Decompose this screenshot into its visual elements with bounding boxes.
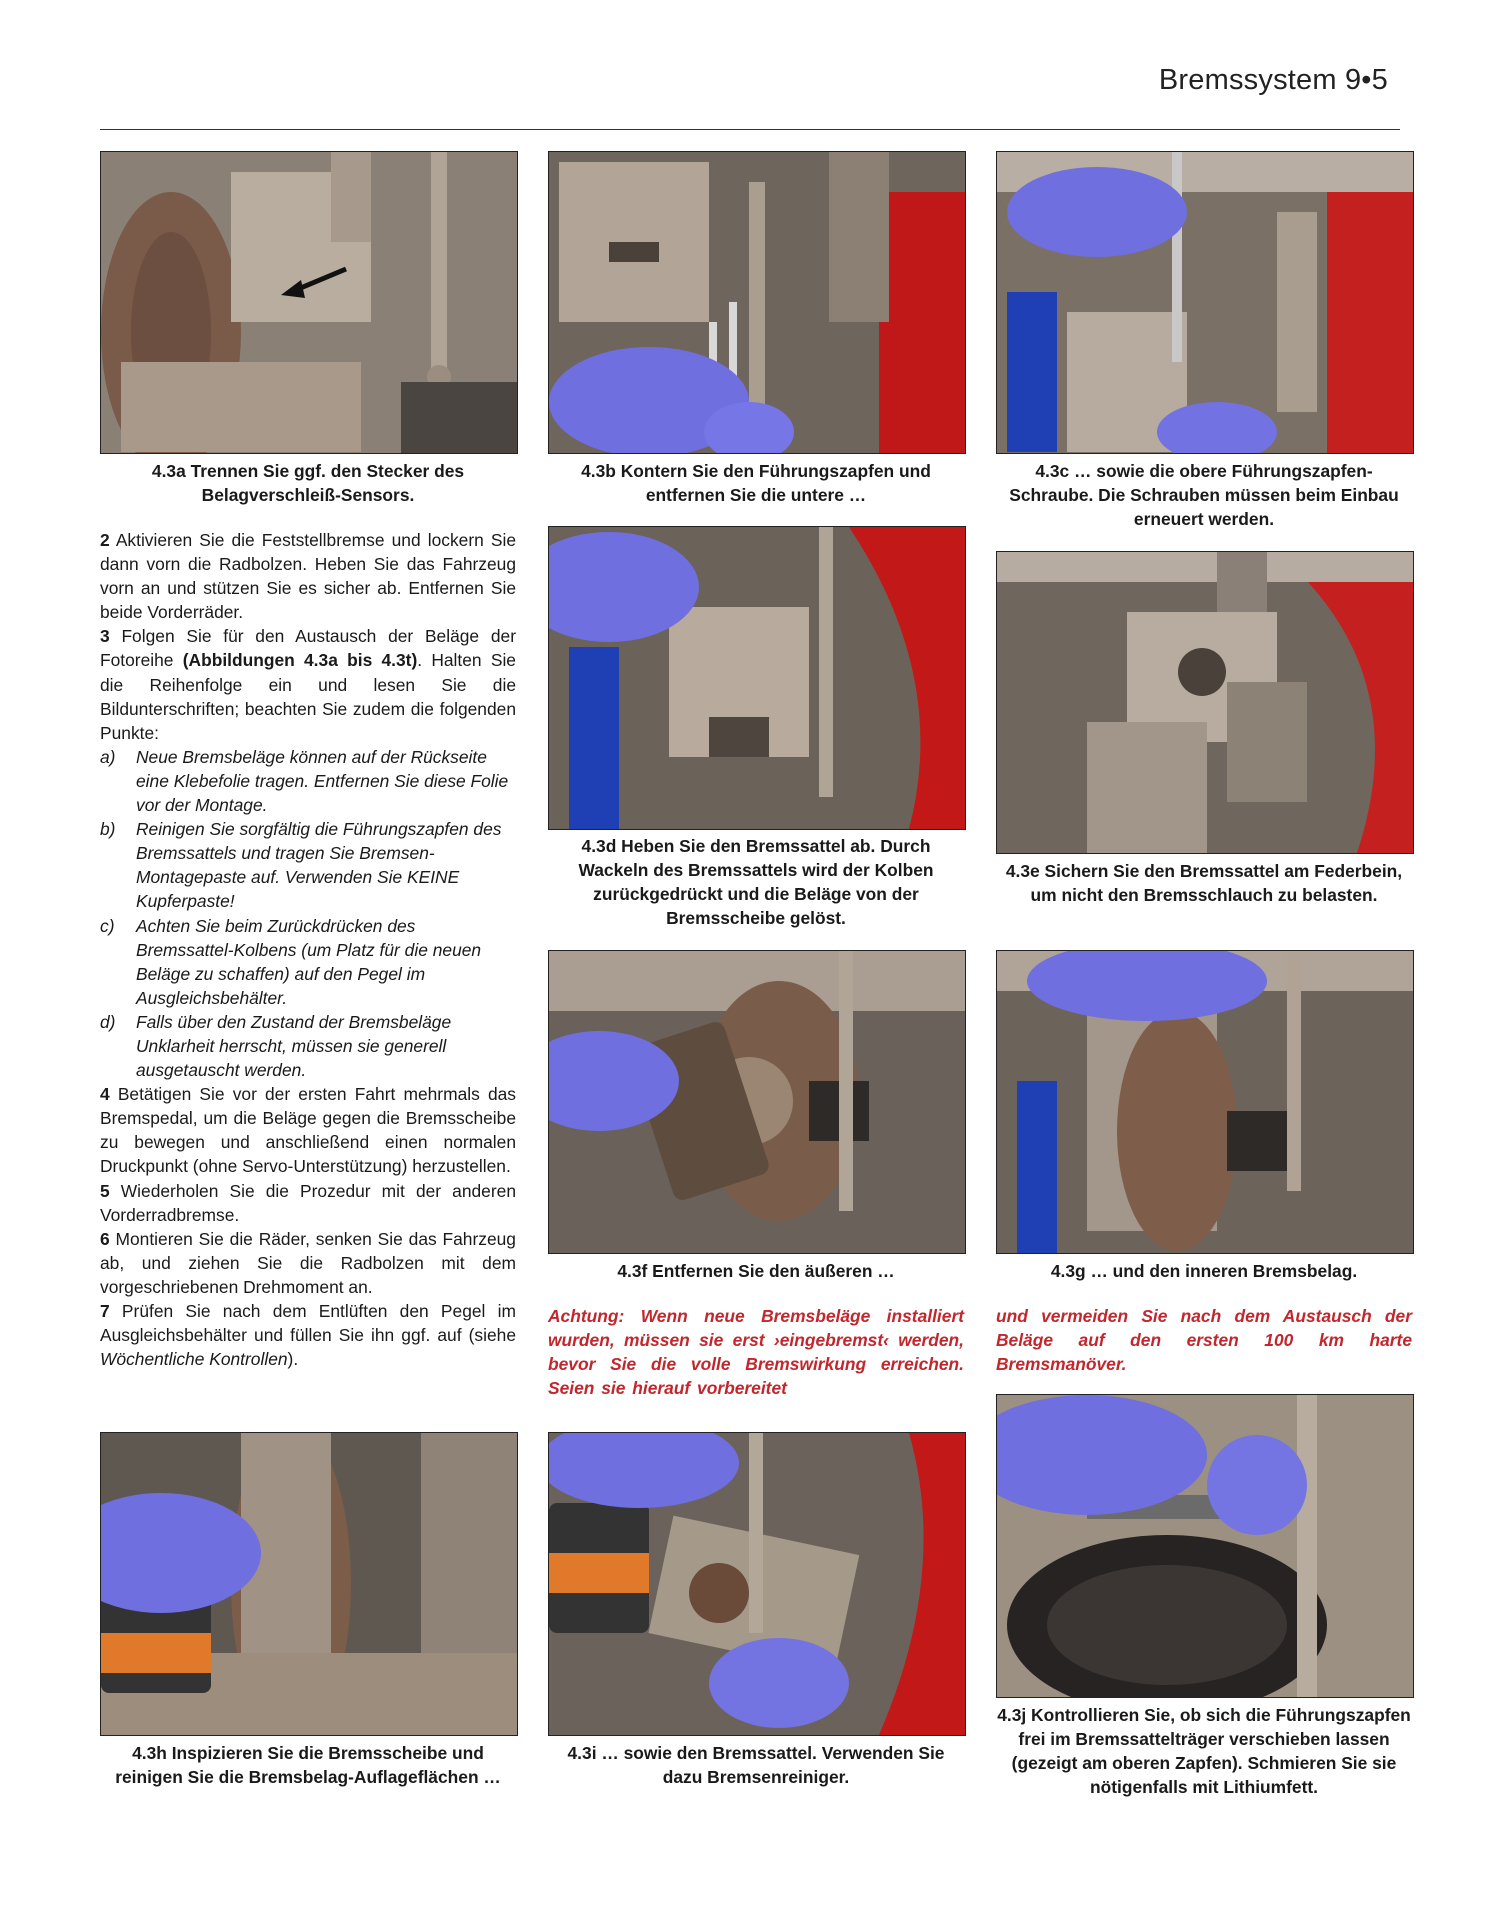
warning-text-right: und vermeiden Sie nach dem Austausch der Beläge auf den ersten 100 km harte Bremsmanöver.: [996, 1306, 1412, 1374]
paragraph-number: 2: [100, 530, 110, 550]
list-text: Achten Sie beim Zurückdrücken des Bremssattel-Kolbens (um Platz für die neuen Beläge zu schaffen) auf den Pegel im Ausgleichsbehälter.: [136, 915, 482, 1008]
caption-4-3i: 4.3i … sowie den Bremssattel. Verwenden Sie dazu Bremsenreiniger.: [567, 1743, 945, 1787]
caption-4-3c: 4.3c … sowie die obere Führungszapfen-Schraube. Die Schrauben müssen beim Einbau erneuert werden.: [1009, 461, 1399, 529]
list-text: Reinigen Sie sorgfältig die Führungszapfen des Bremssattels und tragen Sie Bremsen-Montagepaste auf. Verwenden Sie KEINE Kupferpaste!: [136, 819, 502, 912]
paragraph-4: [100, 1082, 516, 1178]
caption-4-3d: 4.3d Heben Sie den Bremssattel ab. Durch Wackeln des Bremssattels wird der Kolben zurückgedrückt und die Beläge von der Bremsscheibe gelöst.: [578, 836, 934, 928]
photo-4-3g: [996, 950, 1414, 1254]
caption-4-3h: 4.3h Inspizieren Sie die Bremsscheibe und reinigen Sie die Bremsbelag-Auflageflächen …: [115, 1743, 501, 1787]
photo-4-3d: [548, 526, 966, 830]
list-item-a: [100, 745, 516, 817]
paragraph-text: Betätigen Sie vor der ersten Fahrt mehrmals das Bremspedal, um die Beläge gegen die Bremsscheibe zu bewegen und anschließend einen normalen Druckpunkt (ohne Servo-Unterstützung) herzustellen.: [100, 1084, 516, 1177]
list-text: Neue Bremsbeläge können auf der Rückseite eine Klebefolie tragen. Entfernen Sie diese Folie vor der Montage.: [136, 746, 509, 816]
paragraph-6: [100, 1227, 516, 1299]
list-marker: a): [100, 746, 116, 767]
body-text-column: [100, 528, 516, 1371]
caption-4-3a: 4.3a Trennen Sie ggf. den Stecker des Belagverschleiß-Sensors.: [151, 461, 465, 505]
caption-4-3b: 4.3b Kontern Sie den Führungszapfen und entfernen Sie die untere …: [581, 461, 931, 505]
photo-4-3j: [996, 1394, 1414, 1698]
paragraph-text: Wiederholen Sie die Prozedur mit der anderen Vorderradbremse.: [100, 1180, 516, 1225]
list-marker: b): [100, 819, 116, 840]
photo-4-3a: [100, 151, 518, 454]
paragraph-text: Folgen Sie für den Austausch der Beläge der Fotoreihe: [100, 626, 516, 671]
cross-reference: Wöchentliche Kontrollen: [100, 1349, 288, 1370]
paragraph-text: . Halten Sie die Reihenfolge ein und lesen Sie die Bildunterschriften; beachten Sie zudem die folgenden Punkte:: [100, 650, 516, 743]
paragraph-number: 6: [100, 1228, 110, 1249]
paragraph-number: 4: [100, 1084, 110, 1105]
caption-4-3f: 4.3f Entfernen Sie den äußeren …: [617, 1261, 895, 1281]
caption-4-3j: 4.3j Kontrollieren Sie, ob sich die Führungszapfen frei im Bremssattelträger verschieben lassen (gezeigt am oberen Zapfen). Schmieren Sie sie nötigenfalls mit Lithiumfett.: [997, 1705, 1411, 1797]
photo-4-3e: [996, 551, 1414, 854]
paragraph-3: [100, 624, 516, 744]
header-rule: [100, 129, 1400, 130]
list-item-d: [100, 1010, 516, 1082]
photo-4-3h: [100, 1432, 518, 1736]
list-item-c: [100, 914, 516, 1010]
paragraph-number: 7: [100, 1301, 110, 1321]
running-header: Bremssystem 9•5: [1158, 64, 1388, 96]
list-marker: d): [100, 1011, 116, 1032]
paragraph-number: 3: [100, 626, 110, 647]
caption-4-3e: 4.3e Sichern Sie den Bremssattel am Federbein, um nicht den Bremsschlauch zu belasten.: [1005, 861, 1403, 905]
paragraph-text: Montieren Sie die Räder, senken Sie das Fahrzeug ab, und ziehen Sie die Radbolzen mit dem vorgeschriebenen Drehmoment an.: [100, 1228, 516, 1297]
photo-4-3f: [548, 950, 966, 1254]
warning-text-left: Achtung: Wenn neue Bremsbeläge installiert wurden, müssen sie erst ›eingebremst‹ werden, bevor Sie die volle Bremswirkung erreichen. Seien sie hierauf vorbereitet: [548, 1306, 964, 1398]
photo-4-3b: [548, 151, 966, 454]
caption-4-3g: 4.3g … und den inneren Bremsbelag.: [1050, 1261, 1358, 1281]
photo-4-3c: [996, 151, 1414, 454]
list-marker: c): [100, 915, 115, 936]
photo-4-3i: [548, 1432, 966, 1736]
paragraph-text: ).: [287, 1349, 299, 1370]
figure-reference: (Abbildungen 4.3a bis 4.3t): [182, 650, 418, 671]
list-text: Falls über den Zustand der Bremsbeläge Unklarheit herrscht, müssen sie generell ausgetauscht werden.: [136, 1011, 452, 1081]
list-item-b: [100, 817, 516, 913]
paragraph-number: 5: [100, 1180, 110, 1201]
paragraph-7: [100, 1299, 516, 1371]
paragraph-text: Prüfen Sie nach dem Entlüften den Pegel im Ausgleichsbehälter und füllen Sie ihn ggf. auf (siehe: [100, 1301, 516, 1346]
paragraph-text: Aktivieren Sie die Feststellbremse und lockern Sie dann vorn die Radbolzen. Heben Sie das Fahrzeug vorn an und stützen Sie es sicher ab. Entfernen Sie beide Vorderräder.: [100, 530, 517, 623]
paragraph-5: [100, 1179, 516, 1227]
paragraph-2: [100, 528, 516, 624]
